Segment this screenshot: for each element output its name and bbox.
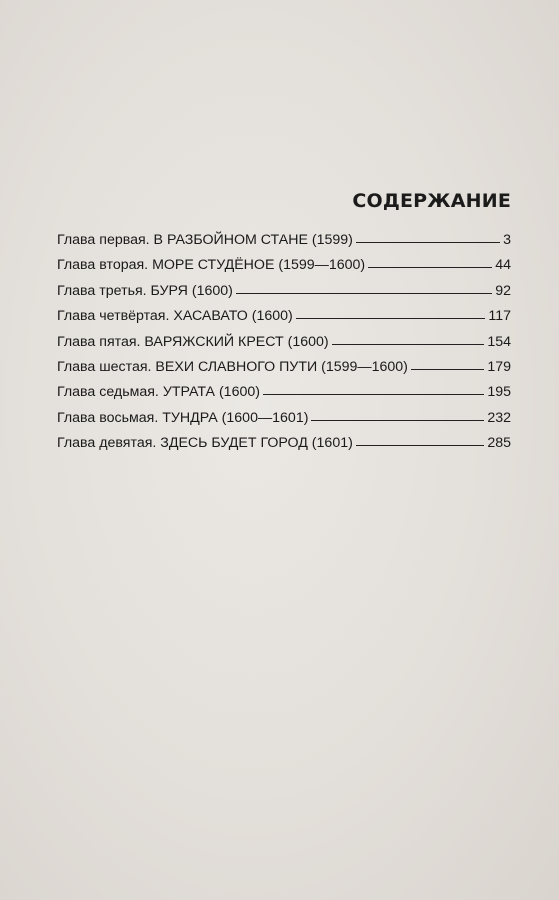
toc-leader-line	[311, 420, 484, 421]
toc-entry-title: Глава пятая. ВАРЯЖСКИЙ КРЕСТ (1600)	[57, 333, 329, 350]
toc-entry	[57, 435, 511, 460]
toc-entry-title: Глава четвёртая. ХАСАВАТО (1600)	[57, 308, 293, 325]
toc-entry-page: 154	[487, 333, 511, 350]
toc-leader-line	[411, 369, 484, 370]
toc-leader-line	[263, 394, 484, 395]
toc-entry-page: 179	[487, 358, 511, 375]
table-of-contents	[57, 232, 511, 461]
toc-entry	[57, 232, 511, 257]
toc-leader-line	[236, 293, 492, 294]
toc-leader-line	[356, 242, 500, 243]
toc-entry	[57, 384, 511, 409]
toc-leader-line	[332, 344, 485, 345]
toc-entry-page: 117	[488, 308, 511, 325]
toc-entry-title: Глава вторая. МОРЕ СТУДЁНОЕ (1599—1600)	[57, 257, 366, 274]
toc-leader-line	[296, 318, 486, 319]
toc-entry	[57, 308, 511, 333]
toc-entry-page: 44	[495, 257, 511, 274]
toc-leader-line	[368, 267, 492, 268]
toc-entry-page: 232	[487, 409, 511, 426]
toc-entry-page: 3	[503, 232, 511, 248]
toc-entry-page: 285	[487, 435, 511, 452]
toc-entry	[57, 257, 511, 282]
toc-entry-page: 92	[495, 282, 511, 299]
toc-entry	[57, 283, 511, 308]
contents-heading: СОДЕРЖАНИЕ	[352, 190, 511, 212]
toc-entry	[57, 334, 511, 359]
toc-entry-title: Глава восьмая. ТУНДРА (1600—1601)	[57, 409, 309, 426]
toc-entry-title: Глава седьмая. УТРАТА (1600)	[57, 384, 260, 401]
toc-leader-line	[356, 445, 485, 446]
toc-entry-title: Глава первая. В РАЗБОЙНОМ СТАНЕ (1599)	[57, 232, 353, 248]
toc-entry-title: Глава третья. БУРЯ (1600)	[57, 282, 233, 299]
toc-entry	[57, 410, 511, 435]
toc-entry-title: Глава девятая. ЗДЕСЬ БУДЕТ ГОРОД (1601)	[57, 435, 353, 452]
toc-entry-page: 195	[487, 384, 511, 401]
toc-entry	[57, 359, 511, 384]
toc-entry-title: Глава шестая. ВЕХИ СЛАВНОГО ПУТИ (1599—1600)	[57, 358, 408, 375]
